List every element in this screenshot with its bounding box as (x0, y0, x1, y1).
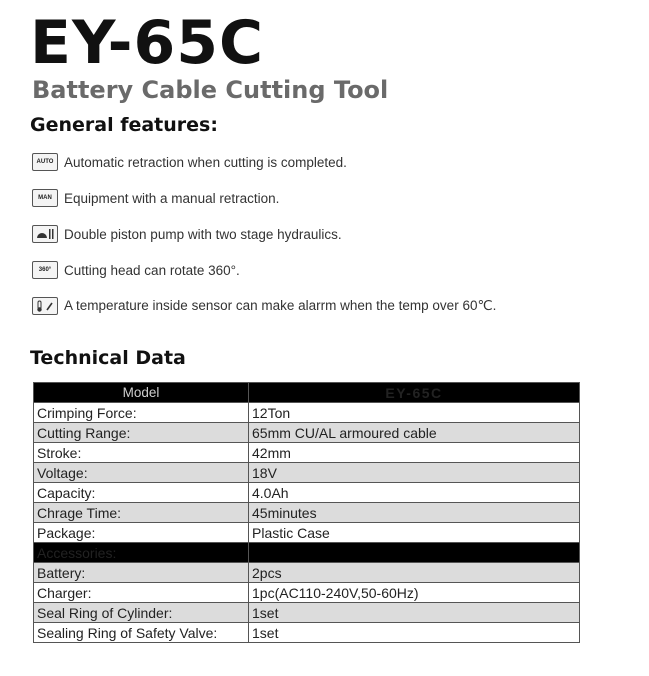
product-subtitle: Battery Cable Cutting Tool (32, 76, 389, 104)
spec-label: Stroke: (34, 443, 249, 463)
spec-value: 45minutes (249, 503, 580, 523)
accessories-header-empty (249, 543, 580, 563)
accessory-label: Sealing Ring of Safety Valve: (34, 623, 249, 643)
table-row (34, 523, 580, 543)
accessory-value: 2pcs (249, 563, 580, 583)
feature-item (32, 186, 496, 210)
spec-value: Plastic Case (249, 523, 580, 543)
feature-item (32, 222, 496, 246)
table-row (34, 483, 580, 503)
spec-value: 18V (249, 463, 580, 483)
temperature-sensor-icon (32, 297, 58, 315)
feature-text: Equipment with a manual retraction. (64, 190, 280, 206)
product-title: EY-65C (30, 8, 265, 78)
spec-label: Package: (34, 523, 249, 543)
rotate-360-icon: 360° (32, 261, 58, 279)
table-row (34, 603, 580, 623)
spec-label: Chrage Time: (34, 503, 249, 523)
spec-label: Voltage: (34, 463, 249, 483)
table-row (34, 403, 580, 423)
technical-data-table (33, 382, 580, 643)
table-row (34, 443, 580, 463)
accessory-value: 1set (249, 623, 580, 643)
features-list (32, 150, 496, 330)
double-piston-pump-icon (32, 225, 58, 243)
spec-label: Capacity: (34, 483, 249, 503)
table-row (34, 563, 580, 583)
spec-label: Cutting Range: (34, 423, 249, 443)
model-header-label: Model (34, 383, 249, 403)
manual-retraction-icon: MAN (32, 189, 58, 207)
spec-value: 65mm CU/AL armoured cable (249, 423, 580, 443)
auto-retraction-icon: AUTO (32, 153, 58, 171)
spec-value: 42mm (249, 443, 580, 463)
table-row (34, 583, 580, 603)
feature-text: Automatic retraction when cutting is completed. (64, 154, 347, 170)
accessories-label: Accessories: (34, 543, 249, 563)
table-row (34, 623, 580, 643)
feature-item (32, 150, 496, 174)
feature-text: Double piston pump with two stage hydraulics. (64, 226, 342, 242)
accessory-label: Seal Ring of Cylinder: (34, 603, 249, 623)
feature-text: Cutting head can rotate 360°. (64, 262, 240, 278)
features-heading: General features: (30, 114, 218, 136)
accessory-value: 1pc(AC110-240V,50-60Hz) (249, 583, 580, 603)
accessories-header-row (34, 543, 580, 563)
table-row (34, 503, 580, 523)
spec-value: 12Ton (249, 403, 580, 423)
table-row (34, 463, 580, 483)
feature-item (32, 258, 496, 282)
model-header-value: EY-65C (249, 383, 580, 403)
accessory-label: Battery: (34, 563, 249, 583)
accessory-label: Charger: (34, 583, 249, 603)
table-row (34, 423, 580, 443)
spec-value: 4.0Ah (249, 483, 580, 503)
feature-text: A temperature inside sensor can make alarrm when the temp over 60℃. (64, 298, 497, 313)
technical-data-heading: Technical Data (30, 347, 186, 369)
spec-label: Crimping Force: (34, 403, 249, 423)
table-header-row (34, 383, 580, 403)
accessory-value: 1set (249, 603, 580, 623)
feature-item (32, 294, 496, 318)
